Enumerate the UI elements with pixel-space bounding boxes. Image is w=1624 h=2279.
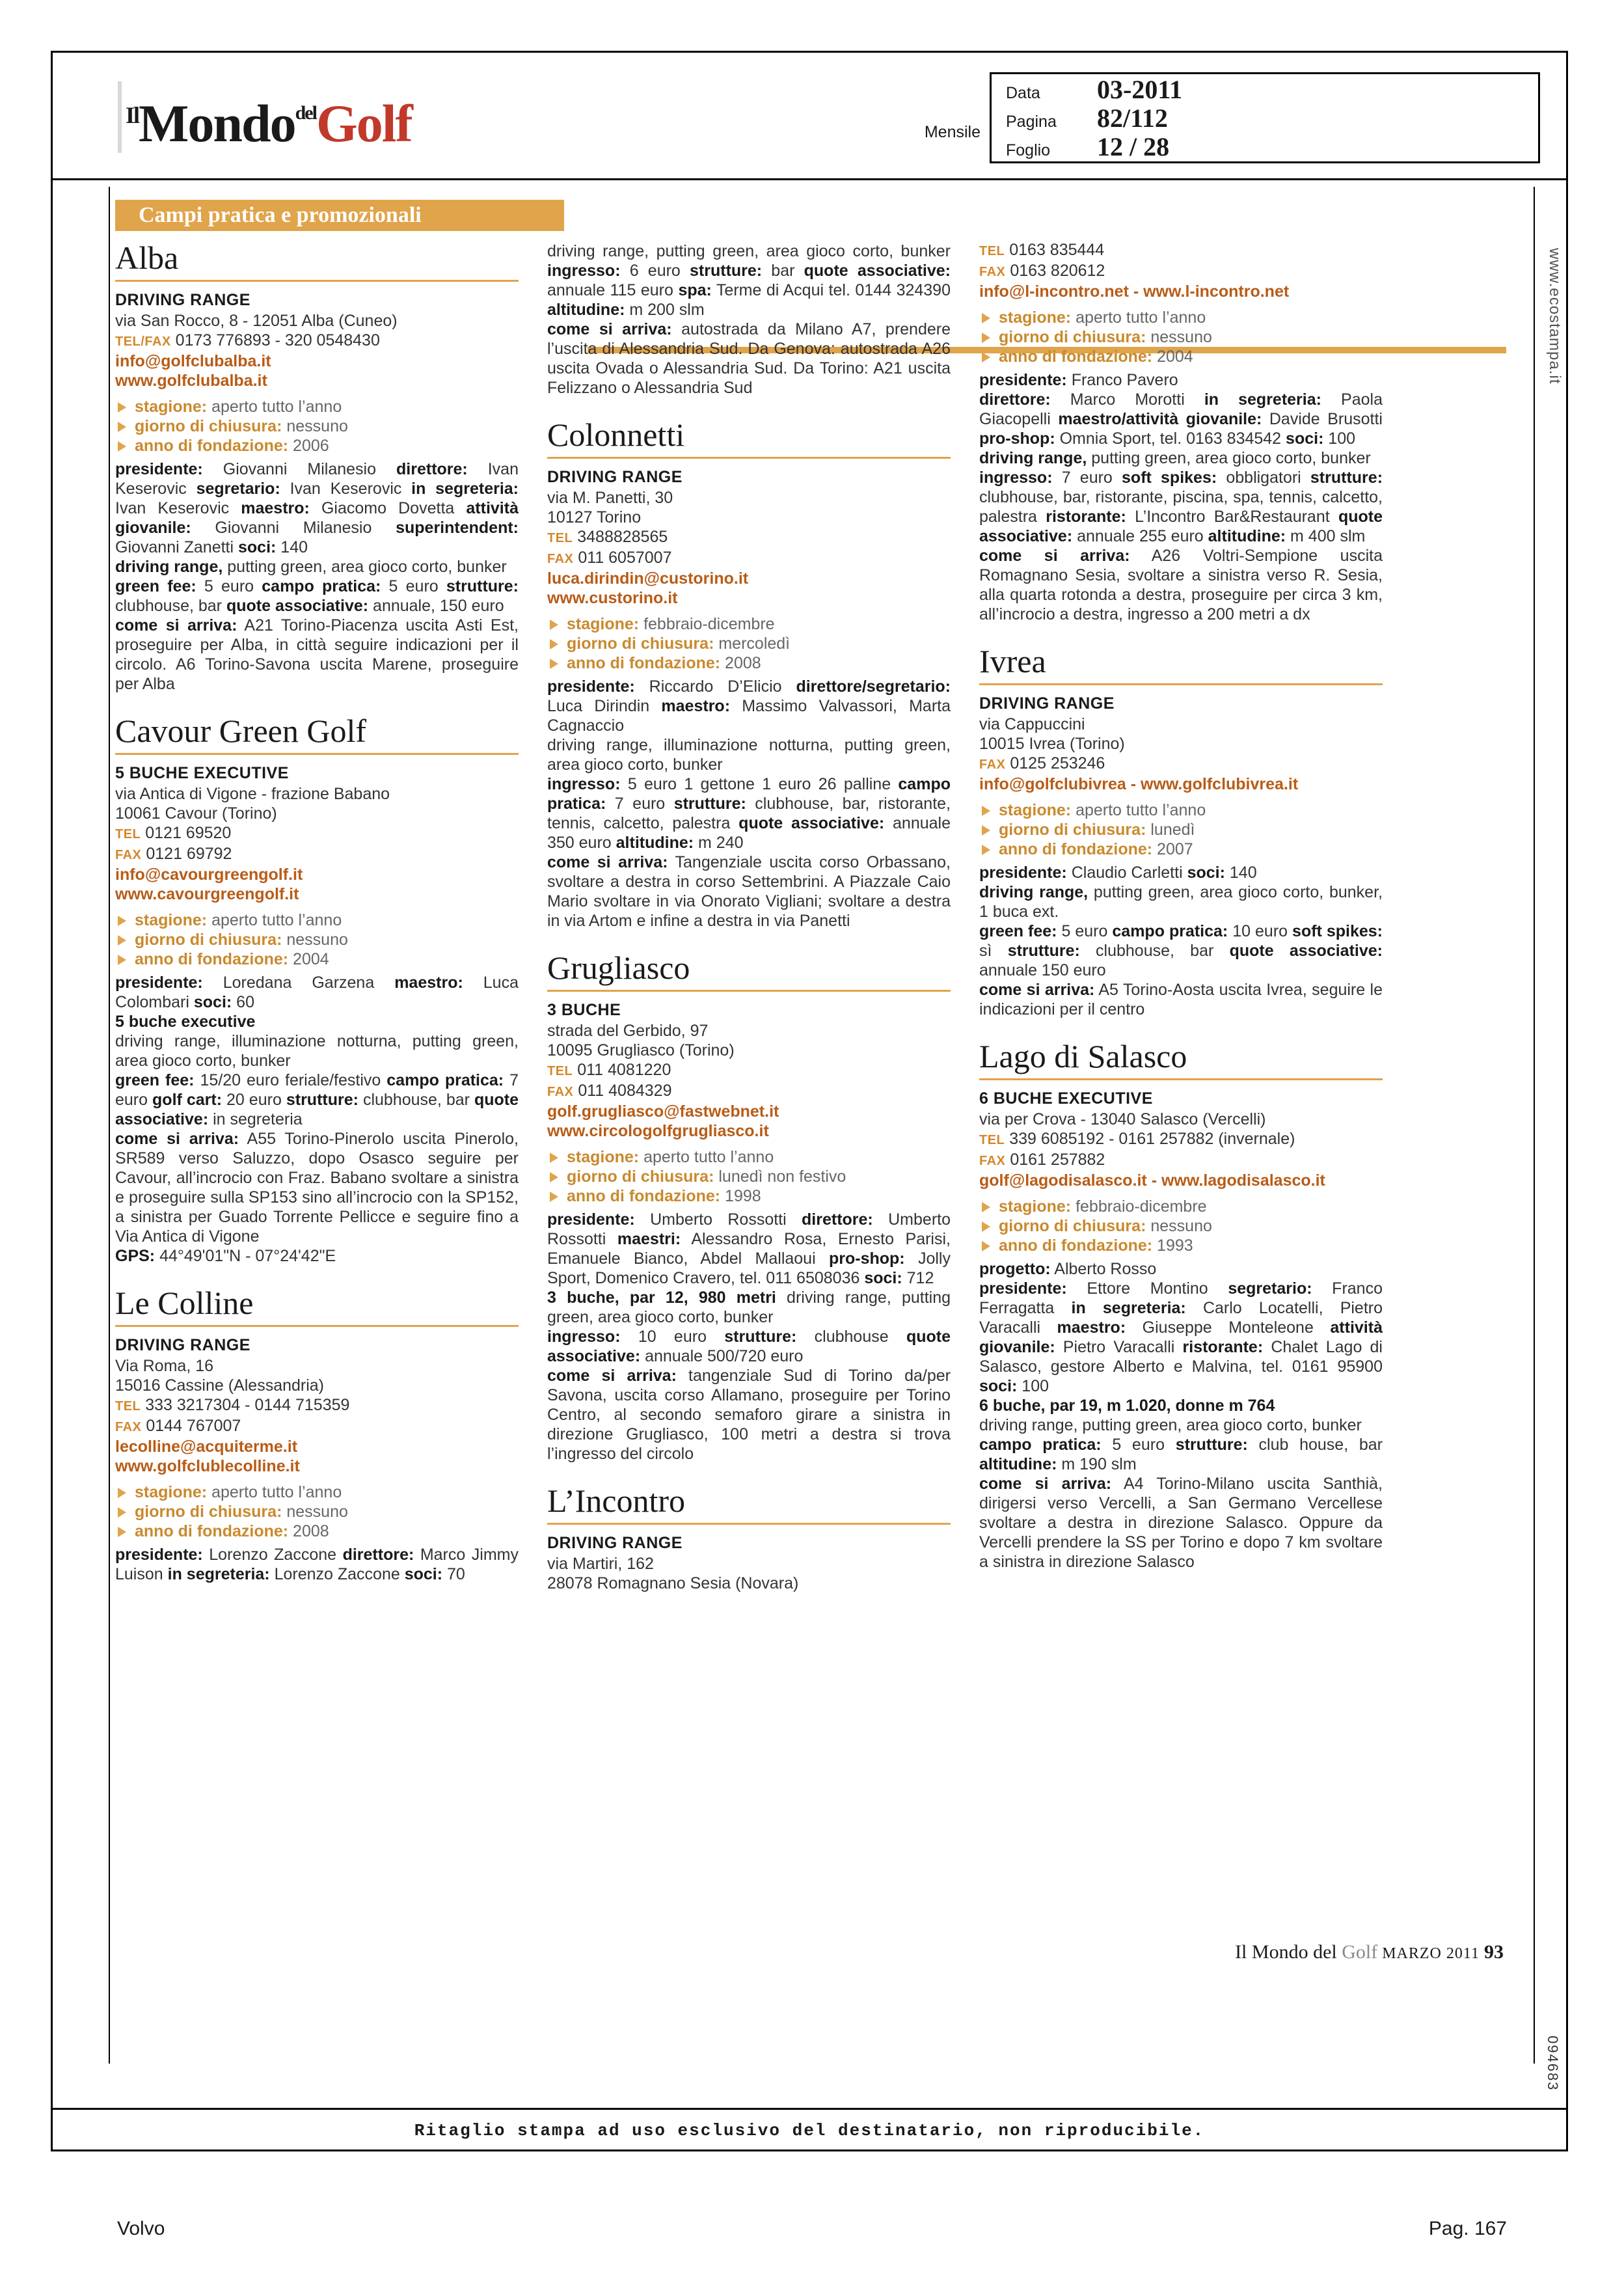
clipping-frame	[51, 51, 1568, 2151]
club-website[interactable]: www.golfclubalba.it	[115, 372, 267, 390]
club-phone: TEL 0163 835444	[979, 241, 1105, 259]
metadata-value-data: 03-2011	[1097, 75, 1183, 104]
fax-label: FAX	[979, 757, 1006, 772]
club-fax: FAX 0161 257882	[979, 1151, 1105, 1169]
club-address-line: via M. Panetti, 30	[547, 489, 673, 507]
club-entry	[115, 1285, 519, 1584]
club-type: DRIVING RANGE	[547, 468, 683, 486]
city-underline	[547, 990, 951, 992]
club-type: 5 BUCHE EXECUTIVE	[115, 764, 289, 782]
club-details-text: presidente: Claudio Carletti soci: 140 driving range, putting green, area gioco corto, bunker, 1 buca ext. green fee: 5 euro campo pratica: 10 euro soft spikes: sì strutture: clubhouse, bar quote associative: annuale 150 euro come si arriva: A5 Torino-Aosta uscita Ivrea, seguire le indicazioni per il centro	[979, 864, 1383, 1018]
club-bullet-item: anno di fondazione: 2008	[115, 1522, 519, 1541]
club-phone: TEL 011 4081220	[547, 1061, 671, 1079]
magazine-issue: MARZO 2011	[1377, 1945, 1484, 1962]
club-website[interactable]: www.cavourgreengolf.it	[115, 885, 299, 903]
club-bullet-item: stagione: aperto tutto l’anno	[979, 800, 1383, 820]
club-details-text: presidente: Giovanni Milanesio direttore: Ivan Keserovic segretario: Ivan Keserovic in segreteria: Ivan Keserovic maestro: Giacomo Dovetta attività giovanile: Giovanni Milanesio superintendent: Giovanni Zanetti soci: 140 driving range, putting green, area gioco corto, bunker green fee: 5 euro campo pratica: 5 euro strutture: clubhouse, bar quote associative: annuale, 150 euro come si arriva: A21 Torino-Piacenza uscita Asti Est, proseguire per Alba, in città seguire indicazioni per il circolo. A6 Torino-Savona uscita Marene, proseguire per Alba	[115, 460, 519, 693]
club-city-name: Lago di Salasco	[979, 1038, 1187, 1074]
city-underline	[115, 280, 519, 282]
club-entry	[979, 644, 1383, 1019]
club-bullet-item: anno di fondazione: 2004	[979, 347, 1383, 366]
club-entry	[979, 1039, 1383, 1572]
club-city-name: L’Incontro	[547, 1482, 685, 1519]
metadata-label-foglio: Foglio	[1006, 141, 1051, 159]
club-bullet-item: stagione: febbraio-dicembre	[547, 614, 951, 634]
logo-golf: Golf	[316, 94, 412, 153]
tel-label: TEL	[979, 244, 1005, 258]
club-bullet-item: stagione: aperto tutto l’anno	[115, 910, 519, 930]
club-fax: FAX 0163 820612	[979, 262, 1105, 280]
city-underline	[547, 457, 951, 459]
publication-header	[53, 53, 1566, 180]
club-bullet-list	[979, 308, 1383, 366]
club-bullet-item: giorno di chiusura: lunedì non festivo	[547, 1167, 951, 1186]
club-bullet-list	[115, 1482, 519, 1541]
club-bullet-item: anno di fondazione: 1998	[547, 1186, 951, 1206]
club-email[interactable]: luca.dirindin@custorino.it	[547, 569, 749, 588]
club-bullet-item: anno di fondazione: 2006	[115, 436, 519, 456]
club-entry	[979, 240, 1383, 624]
text-column	[979, 240, 1383, 1613]
club-bullet-item: anno di fondazione: 2007	[979, 839, 1383, 859]
footer-right-label: Pag. 167	[1428, 2218, 1507, 2239]
logo-del: del	[295, 102, 316, 124]
club-fax: FAX 0144 767007	[115, 1417, 241, 1435]
club-email[interactable]: lecolline@acquiterme.it	[115, 1438, 298, 1456]
club-city-name: Colonnetti	[547, 416, 685, 453]
club-city-name: Grugliasco	[547, 949, 690, 986]
club-address-line: 10127 Torino	[547, 508, 642, 526]
club-email[interactable]: info@l-incontro.net - www.l-incontro.net	[979, 282, 1290, 301]
club-bullet-list	[979, 800, 1383, 859]
club-bullet-item: anno di fondazione: 2004	[115, 949, 519, 969]
article-body	[115, 200, 1506, 2041]
club-details-text: presidente: Riccardo D’Elicio direttore/segretario: Luca Dirindin maestro: Massimo Valvassori, Marta Cagnaccio driving range, illuminazione notturna, putting green, area gioco corto, bunker ingresso: 5 euro 1 gettone 1 euro 26 palline campo pratica: 7 euro strutture: clubhouse, bar, ristorante, tennis, calcetto, palestra quote associative: annuale 350 euro altitudine: m 240 come si arriva: Tangenziale uscita corso Orbassano, svoltare a destra in corso Settembrini. A Piazzale Caio Mario svoltare in via Onorato Vigliani; svoltare a destra in via Artom e infine a destra in via Panetti	[547, 677, 951, 930]
club-phone: TEL 339 6085192 - 0161 257882 (invernale)	[979, 1130, 1295, 1148]
metadata-value-foglio: 12 / 28	[1097, 132, 1170, 161]
periodicity-label: Mensile	[924, 123, 981, 141]
club-bullet-item: giorno di chiusura: nessuno	[115, 1502, 519, 1522]
club-phone: TEL 3488828565	[547, 528, 668, 546]
club-fax: FAX 011 4084329	[547, 1082, 672, 1100]
club-city-name: Ivrea	[979, 643, 1046, 679]
club-bullet-item: stagione: aperto tutto l’anno	[115, 1482, 519, 1502]
city-underline	[115, 1325, 519, 1327]
club-entry	[547, 1483, 951, 1593]
tel-label: TEL	[115, 1399, 141, 1413]
fax-label: FAX	[115, 1420, 142, 1434]
club-bullet-list	[115, 910, 519, 969]
club-bullet-item: giorno di chiusura: mercoledì	[547, 634, 951, 653]
logo-il: Il	[126, 102, 139, 128]
club-bullet-item: stagione: febbraio-dicembre	[979, 1197, 1383, 1216]
club-website[interactable]: www.circologolfgrugliasco.it	[547, 1122, 769, 1140]
clipping-code: 094683	[1545, 2035, 1561, 2091]
club-email[interactable]: info@cavourgreengolf.it	[115, 866, 303, 884]
club-bullet-list	[979, 1197, 1383, 1255]
club-address-line: via Martiri, 162	[547, 1555, 654, 1573]
metadata-value-pagina: 82/112	[1097, 103, 1168, 133]
fax-label: FAX	[115, 848, 142, 862]
club-bullet-item: anno di fondazione: 1993	[979, 1236, 1383, 1255]
club-bullet-item: stagione: aperto tutto l’anno	[547, 1147, 951, 1167]
club-type: DRIVING RANGE	[115, 1336, 250, 1354]
club-fax: FAX 0121 69792	[115, 845, 232, 863]
club-bullet-item: anno di fondazione: 2008	[547, 653, 951, 673]
club-website[interactable]: www.custorino.it	[547, 589, 678, 607]
city-underline	[547, 1523, 951, 1525]
metadata-row	[992, 103, 1538, 131]
text-column	[547, 240, 951, 1613]
footer-left-label: Volvo	[117, 2218, 165, 2239]
club-bullet-list	[115, 397, 519, 456]
fax-label: FAX	[979, 1154, 1006, 1168]
club-bullet-list	[547, 614, 951, 673]
club-address-line: strada del Gerbido, 97	[547, 1022, 709, 1040]
club-details-text: presidente: Lorenzo Zaccone direttore: Marco Jimmy Luison in segreteria: Lorenzo Zaccone soci: 70	[115, 1546, 519, 1583]
club-details-text: presidente: Loredana Garzena maestro: Luca Colombari soci: 60 5 buche executive driving range, illuminazione notturna, putting green, area gioco corto, bunker green fee: 15/20 euro feriale/festivo campo pratica: 7 euro golf cart: 20 euro strutture: clubhouse, bar quote associative: in segreteria come si arriva: A55 Torino-Pinerolo uscita Pinerolo, SR589 verso Saluzzo, dopo Osasco seguire per Cavour, all’incrocio con Fraz. Babano svoltare a sinistra e proseguire sulla SP153 sino all’incrocio con la SP152, a sinistra per Guado Torrente Pellicce e seguire fino a Via Antica di Vigone GPS: 44°49'01"N - 07°24'42"E	[115, 974, 519, 1265]
club-type: 3 BUCHE	[547, 1001, 621, 1019]
club-email[interactable]: info@golfclubivrea - www.golfclubivrea.it	[979, 775, 1299, 793]
club-entry	[547, 417, 951, 931]
club-address-line: Via Roma, 16	[115, 1357, 214, 1375]
club-type: DRIVING RANGE	[115, 291, 250, 309]
club-type: DRIVING RANGE	[979, 694, 1115, 713]
section-title: Campi pratica e promozionali	[115, 200, 564, 231]
magazine-page-number: 93	[1484, 1941, 1504, 1963]
club-city-name: Alba	[115, 239, 179, 276]
club-entry	[547, 241, 951, 398]
club-city-name: Cavour Green Golf	[115, 713, 366, 749]
tel-label: TEL	[979, 1133, 1005, 1147]
club-type: DRIVING RANGE	[547, 1534, 683, 1552]
fax-label: FAX	[547, 552, 574, 566]
club-bullet-item: giorno di chiusura: lunedì	[979, 820, 1383, 839]
magazine-brand: Il Mondo del	[1235, 1941, 1342, 1963]
club-fax: FAX 011 6057007	[547, 549, 672, 567]
club-email[interactable]: golf@lagodisalasco.it - www.lagodisalasco.it	[979, 1171, 1325, 1190]
city-underline	[979, 1078, 1383, 1080]
tel-label: TEL	[547, 531, 573, 545]
club-fax: FAX 0125 253246	[979, 754, 1105, 772]
club-entry	[115, 713, 519, 1266]
club-address-line: via Antica di Vigone - frazione Babano	[115, 785, 390, 803]
magazine-footer	[1235, 1941, 1504, 1963]
club-phone: TEL 333 3217304 - 0144 715359	[115, 1396, 350, 1414]
page-footer	[117, 2218, 1507, 2240]
club-phone: TEL/FAX 0173 776893 - 320 0548430	[115, 331, 380, 349]
club-details-text: presidente: Franco Pavero direttore: Marco Morotti in segreteria: Paola Giacopelli maestro/attività giovanile: Davide Brusotti pro-shop: Omnia Sport, tel. 0163 834542 soci: 100 driving range, putting green, area gioco corto, bunker ingresso: 7 euro soft spikes: obbligatori strutture: clubhouse, bar, ristorante, piscina, spa, tennis, calcetto, palestra ristorante: L’Incontro Bar&Restaurant quote associative: annuale 255 euro altitudine: m 400 slm come si arriva: A26 Voltri-Sempione uscita Romagnano Sesia, svoltare a sinistra verso R. Sesia, alla quarta rotonda a destra, proseguire per circa 3 km, all’incrocio a destra, ingresso a 200 metri a dx	[979, 371, 1383, 623]
club-address-line: via per Crova - 13040 Salasco (Vercelli)	[979, 1110, 1266, 1128]
metadata-label-data: Data	[1006, 84, 1040, 102]
magazine-brand-golf: Golf	[1342, 1941, 1378, 1963]
club-details-text: progetto: Alberto Rosso presidente: Ettore Montino segretario: Franco Ferragatta in segreteria: Carlo Locatelli, Pietro Varacalli maestro: Giuseppe Monteleone attività giovanile: Pietro Varacalli ristorante: Chalet Lago di Salasco, gestore Alberto e Malvina, tel. 0161 95900 soci: 100 6 buche, par 19, m 1.020, donne m 764 driving range, putting green, area gioco corto, bunker campo pratica: 5 euro strutture: club house, bar altitudine: m 190 slm come si arriva: A4 Torino-Milano uscita Santhià, dirigersi verso Vercelli, a San Germano Vercellese svoltare a destra in direzione Salasco. Oppure da Vercelli prendere la SS per Torino e dopo 7 km svoltare a sinistra in direzione Salasco	[979, 1260, 1383, 1571]
club-bullet-item: stagione: aperto tutto l’anno	[115, 397, 519, 416]
club-address-line: 28078 Romagnano Sesia (Novara)	[547, 1574, 799, 1592]
club-address-line: 10015 Ivrea (Torino)	[979, 735, 1125, 753]
club-address-line: via San Rocco, 8 - 12051 Alba (Cuneo)	[115, 312, 398, 330]
club-entry	[115, 240, 519, 694]
tel-label: TEL	[115, 827, 141, 841]
city-underline	[115, 753, 519, 755]
club-entry	[547, 950, 951, 1464]
club-address-line: 10095 Grugliasco (Torino)	[547, 1041, 735, 1059]
club-bullet-item: giorno di chiusura: nessuno	[115, 930, 519, 949]
tel-label: TEL/FAX	[115, 334, 171, 349]
club-email[interactable]: info@golfclubalba.it	[115, 352, 271, 370]
metadata-row	[992, 74, 1538, 103]
metadata-label-pagina: Pagina	[1006, 113, 1057, 131]
club-address-line: 15016 Cassine (Alessandria)	[115, 1376, 325, 1395]
tel-label: TEL	[547, 1064, 573, 1078]
club-address-line: 10061 Cavour (Torino)	[115, 804, 277, 823]
logo-mondo: Mondo	[139, 94, 295, 153]
metadata-box	[990, 72, 1540, 163]
club-bullet-list	[547, 1147, 951, 1206]
club-bullet-item: giorno di chiusura: nessuno	[115, 416, 519, 436]
club-website[interactable]: www.golfclublecolline.it	[115, 1457, 300, 1475]
ecostampa-watermark: www.ecostampa.it	[1546, 248, 1563, 385]
club-bullet-item: giorno di chiusura: nessuno	[979, 1216, 1383, 1236]
fax-label: FAX	[979, 265, 1006, 279]
article-columns	[115, 240, 1506, 1613]
fax-label: FAX	[547, 1085, 574, 1099]
club-details-text: presidente: Umberto Rossotti direttore: Umberto Rossotti maestri: Alessandro Rosa, Ernesto Parisi, Emanuele Bianco, Abdel Mallaoui pro-shop: Jolly Sport, Domenico Cravero, tel. 011 6508036 soci: 712 3 buche, par 12, 980 metri driving range, putting green, area gioco corto, bunker ingresso: 10 euro strutture: clubhouse quote associative: annuale 500/720 euro come si arriva: tangenziale Sud di Torino da/per Savona, uscita corso Allamano, proseguire per Torino Centro, al secondo semaforo girare a sinistra in direzione Grugliasco, 100 metri a destra si trova l’ingresso del circolo	[547, 1210, 951, 1463]
ritaglio-notice: Ritaglio stampa ad uso esclusivo del destinatario, non riproducibile.	[53, 2108, 1566, 2149]
club-address-line: via Cappuccini	[979, 715, 1085, 733]
club-details-text: driving range, putting green, area gioco corto, bunker ingresso: 6 euro strutture: bar quote associative: annuale 115 euro spa: Terme di Acqui tel. 0144 324390 altitudine: m 200 slm come si arriva: autostrada da Milano A7, prendere l’uscita di Alessandria Sud. Da Genova: autostrada A26 uscita Ovada o Alessandria Sud. Da Torino: A21 uscita Felizzano o Alessandria Sud	[547, 242, 951, 397]
club-bullet-item: giorno di chiusura: nessuno	[979, 327, 1383, 347]
club-phone: TEL 0121 69520	[115, 824, 232, 842]
publication-logo	[126, 77, 412, 159]
club-type: 6 BUCHE EXECUTIVE	[979, 1089, 1153, 1108]
club-email[interactable]: golf.grugliasco@fastwebnet.it	[547, 1102, 779, 1121]
metadata-row	[992, 131, 1538, 160]
club-city-name: Le Colline	[115, 1285, 254, 1321]
text-column	[115, 240, 519, 1613]
club-bullet-item: stagione: aperto tutto l’anno	[979, 308, 1383, 327]
city-underline	[979, 683, 1383, 685]
